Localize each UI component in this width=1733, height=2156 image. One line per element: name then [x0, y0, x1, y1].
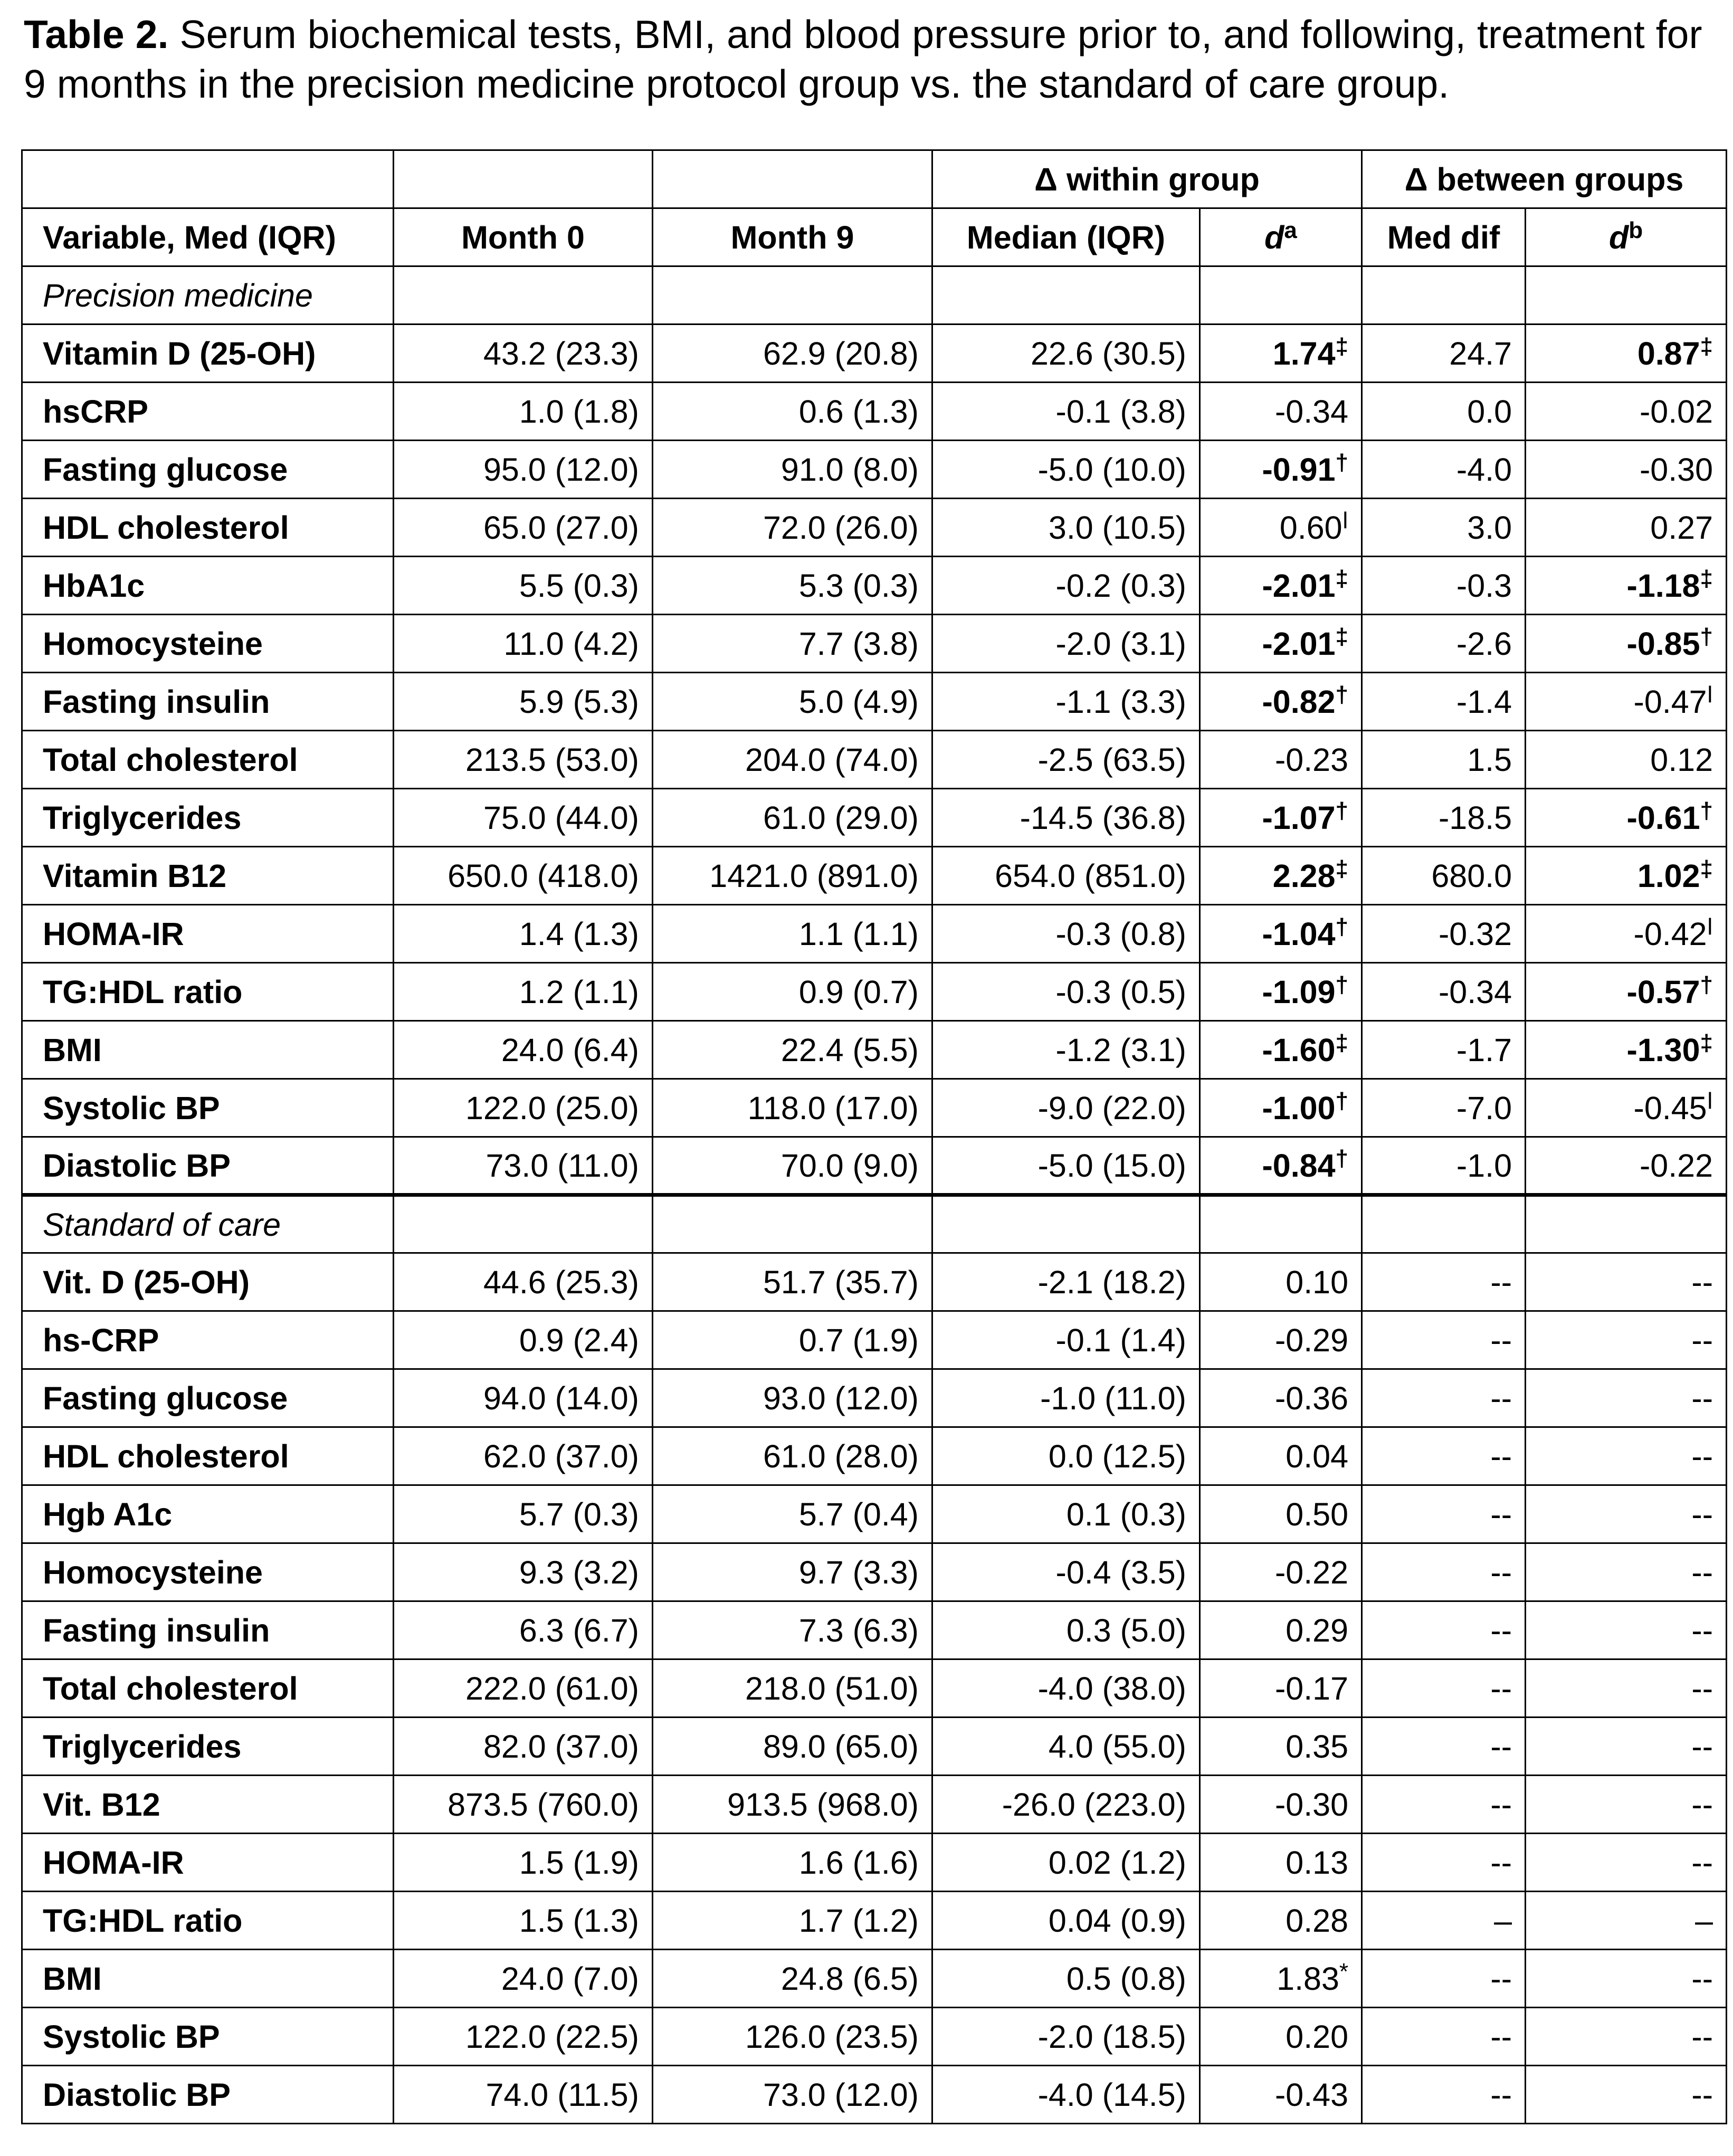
empty-cell: [1200, 266, 1362, 325]
month0-cell: 44.6 (25.3): [394, 1253, 653, 1311]
month9-cell: 91.0 (8.0): [653, 441, 932, 499]
empty-cell: [1526, 1195, 1727, 1253]
month9-cell: 913.5 (968.0): [653, 1776, 932, 1834]
month9-cell: 5.3 (0.3): [653, 557, 932, 615]
empty-cell: [1362, 1195, 1526, 1253]
table-row: [22, 325, 1727, 383]
d-between-cell: --: [1526, 1659, 1727, 1718]
empty-cell: [932, 266, 1200, 325]
month9-cell: 61.0 (29.0): [653, 789, 932, 847]
header-row-columns: [22, 208, 1727, 266]
table-row: [22, 1601, 1727, 1659]
med-dif-cell: 680.0: [1362, 847, 1526, 905]
d-between-cell: --: [1526, 1950, 1727, 2008]
month9-cell: 70.0 (9.0): [653, 1137, 932, 1195]
empty-cell: [394, 266, 653, 325]
table-row: [22, 2008, 1727, 2066]
d-within-cell: -0.29: [1200, 1311, 1362, 1369]
d-between-cell: -0.22: [1526, 1137, 1727, 1195]
header-d-within: $d^a$: [1200, 208, 1362, 266]
month0-cell: 43.2 (23.3): [394, 325, 653, 383]
month0-cell: 1.0 (1.8): [394, 383, 653, 441]
month0-cell: 1.5 (1.9): [394, 1834, 653, 1892]
d-between-cell: --: [1526, 1543, 1727, 1601]
variable-cell: Vitamin B12: [22, 847, 394, 905]
variable-cell: Triglycerides: [22, 1718, 394, 1776]
d-within-cell: -2.01‡: [1200, 615, 1362, 673]
table-row: [22, 615, 1727, 673]
table-row: [22, 1079, 1727, 1137]
month9-cell: 73.0 (12.0): [653, 2066, 932, 2124]
table-row: [22, 1137, 1727, 1195]
header-median-iqr: Median (IQR): [932, 208, 1200, 266]
empty-cell: [1526, 266, 1727, 325]
d-within-cell: -0.34: [1200, 383, 1362, 441]
variable-cell: Vit. D (25-OH): [22, 1253, 394, 1311]
d-between-cell: $-0.45^ǀ$: [1526, 1079, 1727, 1137]
d-within-cell: 0.13: [1200, 1834, 1362, 1892]
header-empty-1: [22, 150, 394, 208]
table-row: [22, 1659, 1727, 1718]
d-within-cell: 0.28: [1200, 1892, 1362, 1950]
median-iqr-cell: -0.4 (3.5): [932, 1543, 1200, 1601]
variable-cell: BMI: [22, 1021, 394, 1079]
d-within-cell: -1.60‡: [1200, 1021, 1362, 1079]
empty-cell: [653, 1195, 932, 1253]
d-between-cell: --: [1526, 1369, 1727, 1427]
d-between-cell: -1.30‡: [1526, 1021, 1727, 1079]
median-iqr-cell: -4.0 (38.0): [932, 1659, 1200, 1718]
d-within-cell: -0.43: [1200, 2066, 1362, 2124]
empty-cell: [394, 1195, 653, 1253]
month9-cell: 61.0 (28.0): [653, 1427, 932, 1485]
month0-cell: 1.2 (1.1): [394, 963, 653, 1021]
d-between-cell: $-0.47^ǀ$: [1526, 673, 1727, 731]
med-dif-cell: --: [1362, 1369, 1526, 1427]
med-dif-cell: --: [1362, 1659, 1526, 1718]
median-iqr-cell: -2.1 (18.2): [932, 1253, 1200, 1311]
table-row: [22, 1834, 1727, 1892]
median-iqr-cell: -0.1 (1.4): [932, 1311, 1200, 1369]
month9-cell: 1.6 (1.6): [653, 1834, 932, 1892]
d-between-cell: –: [1526, 1892, 1727, 1950]
month9-cell: 22.4 (5.5): [653, 1021, 932, 1079]
med-dif-cell: -1.4: [1362, 673, 1526, 731]
month9-cell: 204.0 (74.0): [653, 731, 932, 789]
group-row: [22, 266, 1727, 325]
table-row: [22, 1892, 1727, 1950]
d-between-cell: --: [1526, 1485, 1727, 1543]
month9-cell: 24.8 (6.5): [653, 1950, 932, 2008]
d-between-cell: --: [1526, 1253, 1727, 1311]
variable-cell: Diastolic BP: [22, 1137, 394, 1195]
median-iqr-cell: 0.1 (0.3): [932, 1485, 1200, 1543]
med-dif-cell: --: [1362, 1485, 1526, 1543]
month9-cell: 1421.0 (891.0): [653, 847, 932, 905]
variable-cell: HbA1c: [22, 557, 394, 615]
variable-cell: TG:HDL ratio: [22, 963, 394, 1021]
median-iqr-cell: -0.3 (0.8): [932, 905, 1200, 963]
variable-cell: Fasting glucose: [22, 1369, 394, 1427]
median-iqr-cell: 0.0 (12.5): [932, 1427, 1200, 1485]
med-dif-cell: 3.0: [1362, 499, 1526, 557]
variable-cell: HDL cholesterol: [22, 1427, 394, 1485]
month9-cell: 118.0 (17.0): [653, 1079, 932, 1137]
header-empty-3: [653, 150, 932, 208]
month9-cell: 62.9 (20.8): [653, 325, 932, 383]
header-row-groups: [22, 150, 1727, 208]
median-iqr-cell: 0.3 (5.0): [932, 1601, 1200, 1659]
table-row: [22, 383, 1727, 441]
table-row: [22, 1311, 1727, 1369]
table-row: [22, 1021, 1727, 1079]
header-month0: Month 0: [394, 208, 653, 266]
d-within-cell: 0.50: [1200, 1485, 1362, 1543]
d-within-cell: -1.04†: [1200, 905, 1362, 963]
month9-cell: 51.7 (35.7): [653, 1253, 932, 1311]
median-iqr-cell: -9.0 (22.0): [932, 1079, 1200, 1137]
month0-cell: 94.0 (14.0): [394, 1369, 653, 1427]
table-row: [22, 1718, 1727, 1776]
med-dif-cell: --: [1362, 2066, 1526, 2124]
med-dif-cell: -0.3: [1362, 557, 1526, 615]
month9-cell: 7.3 (6.3): [653, 1601, 932, 1659]
d-within-cell: -0.84†: [1200, 1137, 1362, 1195]
med-dif-cell: -0.32: [1362, 905, 1526, 963]
month0-cell: 873.5 (760.0): [394, 1776, 653, 1834]
table-row: [22, 557, 1727, 615]
table-row: [22, 1776, 1727, 1834]
header-month9: Month 9: [653, 208, 932, 266]
table-row: [22, 1369, 1727, 1427]
d-between-cell: --: [1526, 2066, 1727, 2124]
median-iqr-cell: -4.0 (14.5): [932, 2066, 1200, 2124]
group-label: Standard of care: [22, 1195, 394, 1253]
variable-cell: TG:HDL ratio: [22, 1892, 394, 1950]
variable-cell: HDL cholesterol: [22, 499, 394, 557]
d-within-cell: -0.23: [1200, 731, 1362, 789]
month0-cell: 213.5 (53.0): [394, 731, 653, 789]
header-within-group: Δ within group: [932, 150, 1362, 208]
month9-cell: 218.0 (51.0): [653, 1659, 932, 1718]
empty-cell: [1200, 1195, 1362, 1253]
median-iqr-cell: 4.0 (55.0): [932, 1718, 1200, 1776]
month9-cell: 1.1 (1.1): [653, 905, 932, 963]
month9-cell: 7.7 (3.8): [653, 615, 932, 673]
variable-cell: Triglycerides: [22, 789, 394, 847]
month9-cell: 5.7 (0.4): [653, 1485, 932, 1543]
d-within-cell: -1.09†: [1200, 963, 1362, 1021]
table-row: [22, 1427, 1727, 1485]
table-row: [22, 789, 1727, 847]
variable-cell: Systolic BP: [22, 2008, 394, 2066]
month0-cell: 122.0 (25.0): [394, 1079, 653, 1137]
d-within-cell: $0.60^ǀ$: [1200, 499, 1362, 557]
d-within-cell: -0.30: [1200, 1776, 1362, 1834]
variable-cell: BMI: [22, 1950, 394, 2008]
table-row: [22, 1253, 1727, 1311]
table-row: [22, 1485, 1727, 1543]
median-iqr-cell: -0.2 (0.3): [932, 557, 1200, 615]
median-iqr-cell: -2.0 (18.5): [932, 2008, 1200, 2066]
empty-cell: [932, 1195, 1200, 1253]
d-between-cell: --: [1526, 1601, 1727, 1659]
variable-cell: Systolic BP: [22, 1079, 394, 1137]
month0-cell: 95.0 (12.0): [394, 441, 653, 499]
month9-cell: 5.0 (4.9): [653, 673, 932, 731]
table-row: [22, 2066, 1727, 2124]
med-dif-cell: --: [1362, 1776, 1526, 1834]
month9-cell: 93.0 (12.0): [653, 1369, 932, 1427]
month0-cell: 24.0 (7.0): [394, 1950, 653, 2008]
month9-cell: 89.0 (65.0): [653, 1718, 932, 1776]
med-dif-cell: --: [1362, 1543, 1526, 1601]
med-dif-cell: -1.0: [1362, 1137, 1526, 1195]
med-dif-cell: --: [1362, 1253, 1526, 1311]
median-iqr-cell: -2.0 (3.1): [932, 615, 1200, 673]
table-row: [22, 905, 1727, 963]
variable-cell: hsCRP: [22, 383, 394, 441]
d-within-cell: 2.28‡: [1200, 847, 1362, 905]
d-within-cell: 1.74‡: [1200, 325, 1362, 383]
month0-cell: 5.9 (5.3): [394, 673, 653, 731]
variable-cell: Vit. B12: [22, 1776, 394, 1834]
d-within-cell: 1.83*: [1200, 1950, 1362, 2008]
median-iqr-cell: -1.1 (3.3): [932, 673, 1200, 731]
median-iqr-cell: -5.0 (15.0): [932, 1137, 1200, 1195]
med-dif-cell: 24.7: [1362, 325, 1526, 383]
median-iqr-cell: -0.1 (3.8): [932, 383, 1200, 441]
group-label: Precision medicine: [22, 266, 394, 325]
d-within-cell: 0.10: [1200, 1253, 1362, 1311]
d-within-cell: 0.35: [1200, 1718, 1362, 1776]
empty-cell: [1362, 266, 1526, 325]
median-iqr-cell: -0.3 (0.5): [932, 963, 1200, 1021]
med-dif-cell: -2.6: [1362, 615, 1526, 673]
d-between-cell: -0.61†: [1526, 789, 1727, 847]
med-dif-cell: --: [1362, 1834, 1526, 1892]
med-dif-cell: –: [1362, 1892, 1526, 1950]
month9-cell: 9.7 (3.3): [653, 1543, 932, 1601]
table-body: [22, 266, 1727, 2124]
month0-cell: 74.0 (11.5): [394, 2066, 653, 2124]
month0-cell: 82.0 (37.0): [394, 1718, 653, 1776]
d-within-cell: 0.20: [1200, 2008, 1362, 2066]
table-row: [22, 673, 1727, 731]
median-iqr-cell: -26.0 (223.0): [932, 1776, 1200, 1834]
table-row: [22, 963, 1727, 1021]
d-between-cell: --: [1526, 1834, 1727, 1892]
median-iqr-cell: 654.0 (851.0): [932, 847, 1200, 905]
header-between-groups: Δ between groups: [1362, 150, 1727, 208]
month0-cell: 5.5 (0.3): [394, 557, 653, 615]
table-row: [22, 499, 1727, 557]
group-row: [22, 1195, 1727, 1253]
variable-cell: Hgb A1c: [22, 1485, 394, 1543]
variable-cell: Fasting glucose: [22, 441, 394, 499]
med-dif-cell: 1.5: [1362, 731, 1526, 789]
table-row: [22, 1950, 1727, 2008]
variable-cell: Total cholesterol: [22, 731, 394, 789]
table-caption: [24, 9, 1728, 109]
month0-cell: 222.0 (61.0): [394, 1659, 653, 1718]
variable-cell: Vitamin D (25-OH): [22, 325, 394, 383]
d-between-cell: -0.57†: [1526, 963, 1727, 1021]
d-between-cell: --: [1526, 1427, 1727, 1485]
month0-cell: 24.0 (6.4): [394, 1021, 653, 1079]
median-iqr-cell: -1.0 (11.0): [932, 1369, 1200, 1427]
d-within-cell: -1.00†: [1200, 1079, 1362, 1137]
table-row: [22, 441, 1727, 499]
header-variable: Variable, Med (IQR): [22, 208, 394, 266]
month9-cell: 0.7 (1.9): [653, 1311, 932, 1369]
med-dif-cell: --: [1362, 2008, 1526, 2066]
med-dif-cell: -0.34: [1362, 963, 1526, 1021]
month9-cell: 0.9 (0.7): [653, 963, 932, 1021]
month0-cell: 62.0 (37.0): [394, 1427, 653, 1485]
month0-cell: 75.0 (44.0): [394, 789, 653, 847]
variable-cell: Homocysteine: [22, 615, 394, 673]
d-within-cell: 0.04: [1200, 1427, 1362, 1485]
table-row: [22, 731, 1727, 789]
variable-cell: hs-CRP: [22, 1311, 394, 1369]
header-med-dif: Med dif: [1362, 208, 1526, 266]
empty-cell: [653, 266, 932, 325]
d-between-cell: -0.02: [1526, 383, 1727, 441]
d-within-cell: -0.17: [1200, 1659, 1362, 1718]
month0-cell: 5.7 (0.3): [394, 1485, 653, 1543]
month0-cell: 122.0 (22.5): [394, 2008, 653, 2066]
d-within-cell: -0.82†: [1200, 673, 1362, 731]
d-between-cell: 0.87‡: [1526, 325, 1727, 383]
median-iqr-cell: 0.5 (0.8): [932, 1950, 1200, 2008]
month0-cell: 65.0 (27.0): [394, 499, 653, 557]
med-dif-cell: --: [1362, 1311, 1526, 1369]
median-iqr-cell: -1.2 (3.1): [932, 1021, 1200, 1079]
median-iqr-cell: 3.0 (10.5): [932, 499, 1200, 557]
d-between-cell: --: [1526, 1311, 1727, 1369]
month0-cell: 650.0 (418.0): [394, 847, 653, 905]
d-between-cell: -0.30: [1526, 441, 1727, 499]
variable-cell: Fasting insulin: [22, 673, 394, 731]
table-row: [22, 847, 1727, 905]
med-dif-cell: --: [1362, 1950, 1526, 2008]
d-between-cell: 0.12: [1526, 731, 1727, 789]
d-between-cell: 0.27: [1526, 499, 1727, 557]
month9-cell: 1.7 (1.2): [653, 1892, 932, 1950]
month0-cell: 6.3 (6.7): [394, 1601, 653, 1659]
caption-label: Table 2.: [24, 12, 169, 56]
med-dif-cell: -7.0: [1362, 1079, 1526, 1137]
median-iqr-cell: -2.5 (63.5): [932, 731, 1200, 789]
med-dif-cell: --: [1362, 1427, 1526, 1485]
table-row: [22, 1543, 1727, 1601]
d-between-cell: 1.02‡: [1526, 847, 1727, 905]
med-dif-cell: -1.7: [1362, 1021, 1526, 1079]
med-dif-cell: -4.0: [1362, 441, 1526, 499]
median-iqr-cell: 22.6 (30.5): [932, 325, 1200, 383]
d-within-cell: -0.36: [1200, 1369, 1362, 1427]
results-table: [21, 149, 1727, 2124]
month9-cell: 126.0 (23.5): [653, 2008, 932, 2066]
header-d-between: $d^b$: [1526, 208, 1727, 266]
d-within-cell: -0.22: [1200, 1543, 1362, 1601]
d-between-cell: -0.85†: [1526, 615, 1727, 673]
median-iqr-cell: -5.0 (10.0): [932, 441, 1200, 499]
d-within-cell: -0.91†: [1200, 441, 1362, 499]
header-empty-2: [394, 150, 653, 208]
month0-cell: 1.4 (1.3): [394, 905, 653, 963]
month0-cell: 11.0 (4.2): [394, 615, 653, 673]
month0-cell: 0.9 (2.4): [394, 1311, 653, 1369]
month9-cell: 72.0 (26.0): [653, 499, 932, 557]
d-within-cell: -1.07†: [1200, 789, 1362, 847]
med-dif-cell: 0.0: [1362, 383, 1526, 441]
med-dif-cell: --: [1362, 1718, 1526, 1776]
variable-cell: Fasting insulin: [22, 1601, 394, 1659]
variable-cell: HOMA-IR: [22, 905, 394, 963]
variable-cell: Diastolic BP: [22, 2066, 394, 2124]
d-within-cell: 0.29: [1200, 1601, 1362, 1659]
med-dif-cell: -18.5: [1362, 789, 1526, 847]
month9-cell: 0.6 (1.3): [653, 383, 932, 441]
month0-cell: 73.0 (11.0): [394, 1137, 653, 1195]
month0-cell: 1.5 (1.3): [394, 1892, 653, 1950]
variable-cell: Total cholesterol: [22, 1659, 394, 1718]
caption-text: Serum biochemical tests, BMI, and blood pressure prior to, and following, treatment for 9 months in the precision medicine protocol group vs. the standard of care group.: [24, 12, 1702, 106]
variable-cell: HOMA-IR: [22, 1834, 394, 1892]
d-between-cell: --: [1526, 1776, 1727, 1834]
med-dif-cell: --: [1362, 1601, 1526, 1659]
variable-cell: Homocysteine: [22, 1543, 394, 1601]
median-iqr-cell: 0.04 (0.9): [932, 1892, 1200, 1950]
d-between-cell: --: [1526, 2008, 1727, 2066]
d-within-cell: -2.01‡: [1200, 557, 1362, 615]
median-iqr-cell: -14.5 (36.8): [932, 789, 1200, 847]
d-between-cell: --: [1526, 1718, 1727, 1776]
d-between-cell: -1.18‡: [1526, 557, 1727, 615]
month0-cell: 9.3 (3.2): [394, 1543, 653, 1601]
median-iqr-cell: 0.02 (1.2): [932, 1834, 1200, 1892]
d-between-cell: $-0.42^ǀ$: [1526, 905, 1727, 963]
